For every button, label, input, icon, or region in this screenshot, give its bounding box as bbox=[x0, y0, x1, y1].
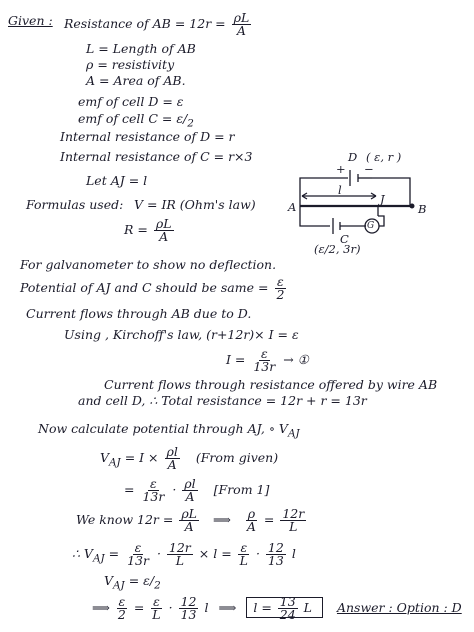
wire-lower-left bbox=[300, 206, 330, 226]
th-13r: 13r bbox=[127, 553, 149, 568]
know-rhoL: ρL bbox=[181, 506, 197, 521]
final-frac1 bbox=[116, 596, 128, 621]
circuit-plus: + bbox=[336, 162, 346, 176]
dot: · bbox=[172, 482, 177, 497]
galvo-line1: For galvanometer to show no deflection. bbox=[20, 257, 277, 272]
know-frac3 bbox=[280, 508, 306, 533]
th-L2: L bbox=[239, 553, 248, 568]
int-res-D: Internal resistance of D = r bbox=[60, 129, 235, 144]
I-eq: I = bbox=[226, 352, 250, 367]
final-V: V bbox=[104, 573, 114, 588]
rho-l-2: ρl bbox=[184, 476, 196, 491]
formulas-label: Formulas used: bbox=[26, 197, 124, 212]
th-frac2 bbox=[167, 542, 193, 567]
therefore-eq: = bbox=[104, 546, 124, 561]
circuit-G: G bbox=[367, 221, 375, 231]
final-l: l bbox=[204, 600, 209, 615]
current-total-line: and cell D, ∴ Total resistance = 12r + r = 13r bbox=[78, 393, 367, 408]
th-frac4 bbox=[266, 542, 286, 567]
area-A2: A bbox=[167, 457, 177, 472]
th-eps: ε bbox=[134, 540, 142, 555]
emf-C-sub: 2 bbox=[187, 117, 194, 130]
know-12r: 12r bbox=[282, 506, 305, 521]
two: 2 bbox=[276, 287, 285, 302]
know-L: L bbox=[289, 519, 298, 534]
rho-l-over-A bbox=[165, 446, 180, 471]
know-implies: ⟹ bbox=[212, 512, 231, 527]
R-frac bbox=[154, 218, 174, 243]
final-sub: AJ bbox=[113, 579, 125, 592]
result-frac bbox=[278, 596, 298, 621]
current-wire-line: Current flows through resistance offered by wire AB bbox=[104, 377, 438, 392]
rhoL: ρL bbox=[233, 10, 250, 25]
resistance-line bbox=[64, 12, 253, 37]
eq1-mid: = I × bbox=[120, 450, 163, 465]
result-den: 24 bbox=[279, 607, 296, 622]
vaj-eq1 bbox=[100, 446, 278, 471]
from-1: [From 1] bbox=[213, 482, 270, 497]
therefore-prefix: ∴ V bbox=[72, 546, 93, 561]
final-frac3 bbox=[179, 596, 199, 621]
final-eps3: ε bbox=[153, 594, 160, 609]
th-frac3 bbox=[238, 542, 250, 567]
result-text: l = bbox=[253, 600, 276, 615]
circuit-B: B bbox=[418, 202, 427, 216]
R-formula bbox=[124, 218, 176, 243]
th-l-end: l bbox=[291, 546, 296, 561]
final-eps: ε bbox=[118, 594, 126, 609]
V-sub: AJ bbox=[109, 456, 121, 469]
know-prefix: We know 12r = bbox=[76, 512, 178, 527]
circuit-C-params: (ε/2, 3r) bbox=[314, 242, 361, 256]
I-num: ε bbox=[260, 346, 268, 361]
V-letter: V bbox=[100, 450, 110, 465]
circuit-D-params: ( ε, r ) bbox=[366, 150, 402, 164]
th-13: 13 bbox=[267, 553, 284, 568]
rho-l-over-A-2 bbox=[182, 478, 197, 503]
galvo-line2 bbox=[20, 276, 288, 301]
result-num: 13 bbox=[279, 594, 296, 609]
result-box bbox=[246, 594, 323, 622]
final-L: L bbox=[152, 607, 161, 622]
therefore-sub: AJ bbox=[92, 552, 105, 565]
rhoL-over-A bbox=[232, 12, 252, 37]
emf-C-text: emf of cell C = ε/ bbox=[78, 111, 188, 126]
def-rho: ρ = resistivity bbox=[86, 57, 175, 72]
answer-label: Answer : Option : D bbox=[336, 600, 462, 615]
potential-line1 bbox=[38, 422, 300, 441]
ohm-law: V = IR (Ohm's law) bbox=[134, 197, 256, 212]
therefore-line: ∴ $V_{AJ}$ = $\frac{\varepsilon}{13r}$ · $\frac{12r}{L}$ × l = $\frac{\varepsilon}{L}$ · $\frac{12}{13}$ l bbox=[72, 540, 296, 568]
R-eq: R = bbox=[124, 222, 152, 237]
wire-top-right bbox=[372, 178, 410, 205]
circuit-D: D bbox=[348, 150, 358, 164]
node-B bbox=[410, 204, 415, 209]
th-eps2: ε bbox=[240, 540, 248, 555]
th-12r: 12r bbox=[168, 540, 191, 555]
emf-C bbox=[78, 112, 194, 131]
final-13: 13 bbox=[180, 607, 197, 622]
area-A3: A bbox=[185, 489, 195, 504]
R-num: ρL bbox=[155, 216, 172, 231]
circuit-A: A bbox=[288, 200, 297, 214]
current-line1: Current flows through AB due to D. bbox=[26, 306, 252, 321]
final-eq2: = bbox=[133, 600, 149, 615]
th-l: × l = bbox=[198, 546, 236, 561]
know-frac1 bbox=[179, 508, 199, 533]
final-12: 12 bbox=[180, 594, 197, 609]
emf-D: emf of cell D = ε bbox=[78, 94, 184, 109]
final-2: 2 bbox=[117, 607, 126, 622]
eq2-eps: ε bbox=[150, 476, 157, 491]
given-heading: Given : bbox=[8, 13, 53, 28]
circuit-C: C bbox=[340, 232, 349, 246]
eps: ε bbox=[277, 274, 284, 289]
potential-sub: AJ bbox=[287, 427, 300, 440]
th-L: L bbox=[175, 553, 184, 568]
given-label bbox=[8, 14, 53, 28]
circuit-l: l bbox=[338, 183, 342, 197]
final-two: 2 bbox=[154, 579, 161, 592]
area-A: A bbox=[236, 23, 246, 38]
R-den: A bbox=[159, 229, 169, 244]
from-given: (From given) bbox=[195, 450, 279, 465]
know-frac2 bbox=[245, 508, 258, 533]
vaj-eq2: = $\frac{\varepsilon}{13r}$ · $\frac{\rho l}{A}$ [From 1] bbox=[124, 476, 270, 504]
eq2-13r: 13r bbox=[142, 489, 165, 504]
I-eq-line bbox=[226, 348, 309, 373]
th-times: · bbox=[156, 546, 165, 561]
final-eq: = ε/ bbox=[124, 573, 155, 588]
kirchhoff-line: Using , Kirchoff's law, (r+12r)× I = ε bbox=[64, 327, 299, 342]
final-line: ⟹ $\frac{\varepsilon}{2}$ = $\frac{\varepsilon}{L}$ · $\frac{12}{13}$ l ⟹ l = $\frac{13}{24}$ L Answer : Option : D bbox=[92, 594, 462, 622]
I-den: 13r bbox=[253, 359, 276, 374]
int-res-C: Internal resistance of C = r×3 bbox=[60, 149, 253, 164]
final-vaj bbox=[104, 574, 161, 593]
def-A: A = Area of AB. bbox=[86, 73, 186, 88]
rho-l: ρl bbox=[166, 444, 178, 459]
let-AJ: Let AJ = l bbox=[86, 173, 148, 188]
result-L: L bbox=[303, 600, 312, 615]
th-12: 12 bbox=[267, 540, 284, 555]
potential-text: Now calculate potential through AJ, ∘ V bbox=[38, 421, 288, 436]
galvo-text: Potential of AJ and C should be same = bbox=[20, 280, 273, 295]
resistance-text: Resistance of AB = 12r = bbox=[64, 16, 230, 31]
final-frac2 bbox=[150, 596, 162, 621]
circuit-minus: − bbox=[364, 162, 374, 176]
wire-top bbox=[300, 178, 348, 180]
th-frac1 bbox=[125, 542, 151, 567]
final-arrow: ⟹ bbox=[92, 600, 110, 615]
I-frac bbox=[251, 348, 277, 373]
eq-ref-1: → ① bbox=[283, 352, 309, 367]
know-A2: A bbox=[246, 519, 256, 534]
def-L: L = Length of AB bbox=[86, 41, 196, 56]
eps-over-13r bbox=[140, 478, 166, 503]
know-rho: ρ bbox=[247, 506, 256, 521]
circuit-J: J bbox=[380, 192, 385, 206]
eps-over-2 bbox=[274, 276, 286, 301]
know-A: A bbox=[184, 519, 194, 534]
we-know-line: We know 12r = $\frac{\rho L}{A}$ ⟹ $\frac{\rho}{A}$ = $\frac{12r}{L}$ bbox=[76, 506, 305, 534]
